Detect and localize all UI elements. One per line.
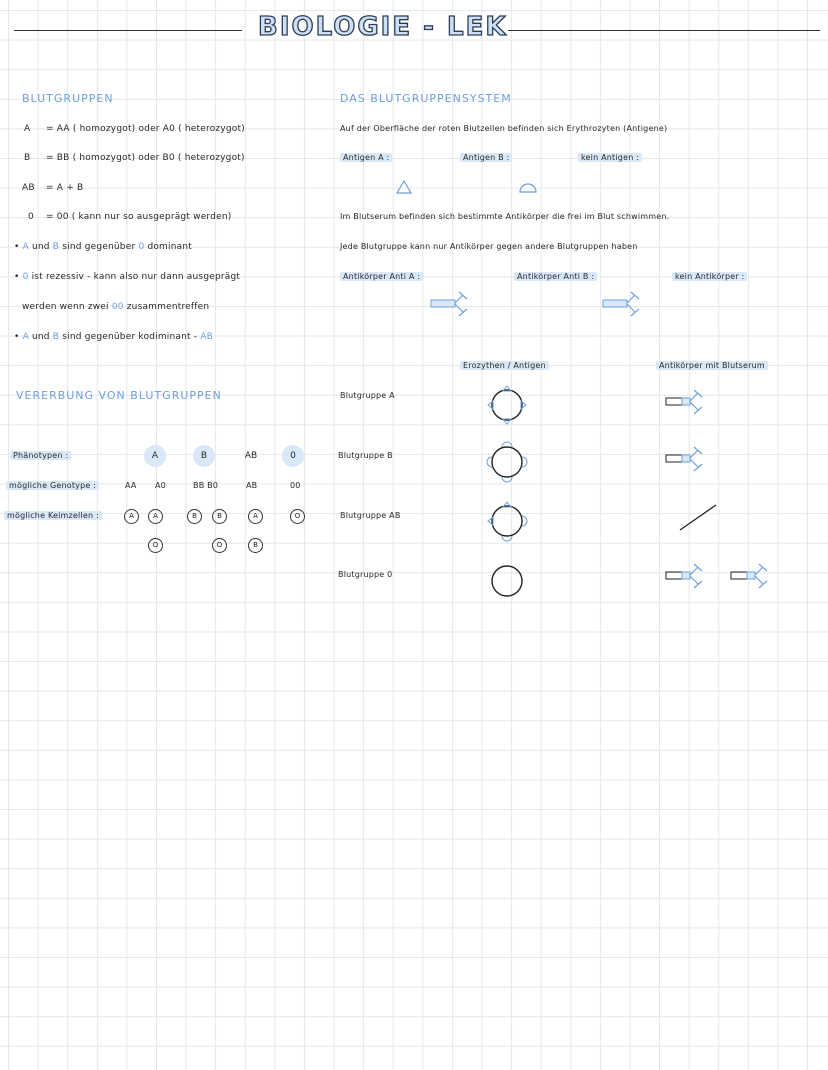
kein-antigen-label: kein Antigen : [578,153,642,162]
genotype-bb-b0: BB B0 [193,481,219,490]
col-head-erozythen: Erozythen / Antigen [460,361,549,370]
row-0-text: = 00 ( kann nur so ausgeprägt werden) [46,212,232,222]
group-b-label: Blutgruppe B [338,451,393,460]
gamete-b-1: B [187,509,202,524]
genotype-a0: A0 [155,481,166,490]
system-line3: Jede Blutgruppe kann nur Antikörper gegen andere Blutgruppen haben [340,242,638,251]
group-ab-label: Blutgruppe AB [340,511,401,520]
row-b-key: B [24,153,31,163]
b1-o: 0 [138,242,145,252]
label-keimzellen: mögliche Keimzellen : [4,511,102,520]
label-phaenotypen: Phänotypen : [10,451,71,460]
b2-rest: ist rezessiv - kann also nur dann ausgeprägt [31,272,241,282]
phenotype-0: 0 [282,445,304,467]
phenotype-b: B [193,445,215,467]
b2-o: 0 [22,272,29,282]
system-line1: Auf der Oberfläche der roten Blutzellen befinden sich Erythrozyten (Antigene) [340,124,668,133]
b3-mid: sind gegenüber kodiminant - [62,332,198,342]
no-antibody-icon [676,502,720,532]
page-title: BIOLOGIE - LEK [258,12,508,42]
blutgruppen-heading: BLUTGRUPPEN [22,92,114,105]
phenotype-a: A [144,445,166,467]
antibody-group-b-icon [665,445,709,473]
title-rule-right [508,30,820,31]
erythrocyte-0-icon [484,558,530,604]
b2l2-start: werden wenn zwei [22,302,109,312]
label-genotype: mögliche Genotype : [6,481,99,490]
gamete-a-1: A [124,509,139,524]
system-heading: DAS BLUTGRUPPENSYSTEM [340,92,512,105]
antibody-a-icon [430,290,470,320]
gamete-a-3: A [248,509,263,524]
row-ab-text: = A + B [46,183,84,193]
gamete-o-3: O [212,538,227,553]
genotype-00: 00 [290,481,301,490]
antibody-b-icon [602,290,642,320]
b3-a: A [22,332,29,342]
genotype-aa: AA [125,481,137,490]
gamete-b-2: B [212,509,227,524]
b2l2-end: zusammentreffen [126,302,210,312]
gamete-a-2: A [148,509,163,524]
gamete-b-3: B [248,538,263,553]
antibody-group-0-a-icon [665,562,709,590]
gamete-o-2: O [148,538,163,553]
antibody-group-0-b-icon [730,562,774,590]
group-0-label: Blutgruppe 0 [338,570,393,579]
row-b-text: = BB ( homozygot) oder B0 ( heterozygot) [46,153,245,163]
anti-a-label: Antikörper Anti A : [340,272,423,281]
row-a-key: A [24,124,31,134]
bullet-rezessiv: • 0 ist rezessiv - kann also nur dann ausgeprägt [14,272,241,282]
b1-end: dominant [147,242,192,252]
b1-b: B [52,242,60,252]
phenotype-ab: AB [244,451,258,461]
antibody-group-a-icon [665,388,709,416]
anti-b-label: Antikörper Anti B : [514,272,597,281]
b1-mid: sind gegenüber [62,242,136,252]
b2l2-oo: 00 [111,302,124,312]
bullet-rezessiv-line2 [22,302,209,312]
b3-und: und [32,332,50,342]
row-ab-key: AB [22,183,35,193]
col-head-antikoerper: Antikörper mit Blutserum [656,361,768,370]
antigen-b-icon [518,180,538,194]
genotype-ab: AB [246,481,258,490]
antigen-a-label: Antigen A : [340,153,392,162]
group-a-label: Blutgruppe A [340,391,395,400]
title-rule-left [14,30,242,31]
gamete-o-1: O [290,509,305,524]
row-0-key: 0 [28,212,34,222]
bullet-kodominant: • A und B sind gegenüber kodiminant - AB [14,332,214,342]
antigen-b-label: Antigen B : [460,153,512,162]
b3-ab: AB [200,332,214,342]
erythrocyte-a-icon [484,382,530,428]
erythrocyte-b-icon [484,439,530,485]
kein-anti-label: kein Antikörper : [672,272,747,281]
b1-a: A [22,242,29,252]
b1-und: und [32,242,50,252]
row-a-text: = AA ( homozygot) oder A0 ( heterozygot) [46,124,245,134]
erythrocyte-ab-icon [484,498,530,544]
bullet-dominant: • A und B sind gegenüber 0 dominant [14,242,192,252]
antigen-a-icon [396,180,412,194]
system-line2: Im Blutserum befinden sich bestimmte Antikörper die frei im Blut schwimmen. [340,212,670,221]
b3-b: B [52,332,60,342]
vererbung-heading: VERERBUNG VON BLUTGRUPPEN [16,389,222,402]
